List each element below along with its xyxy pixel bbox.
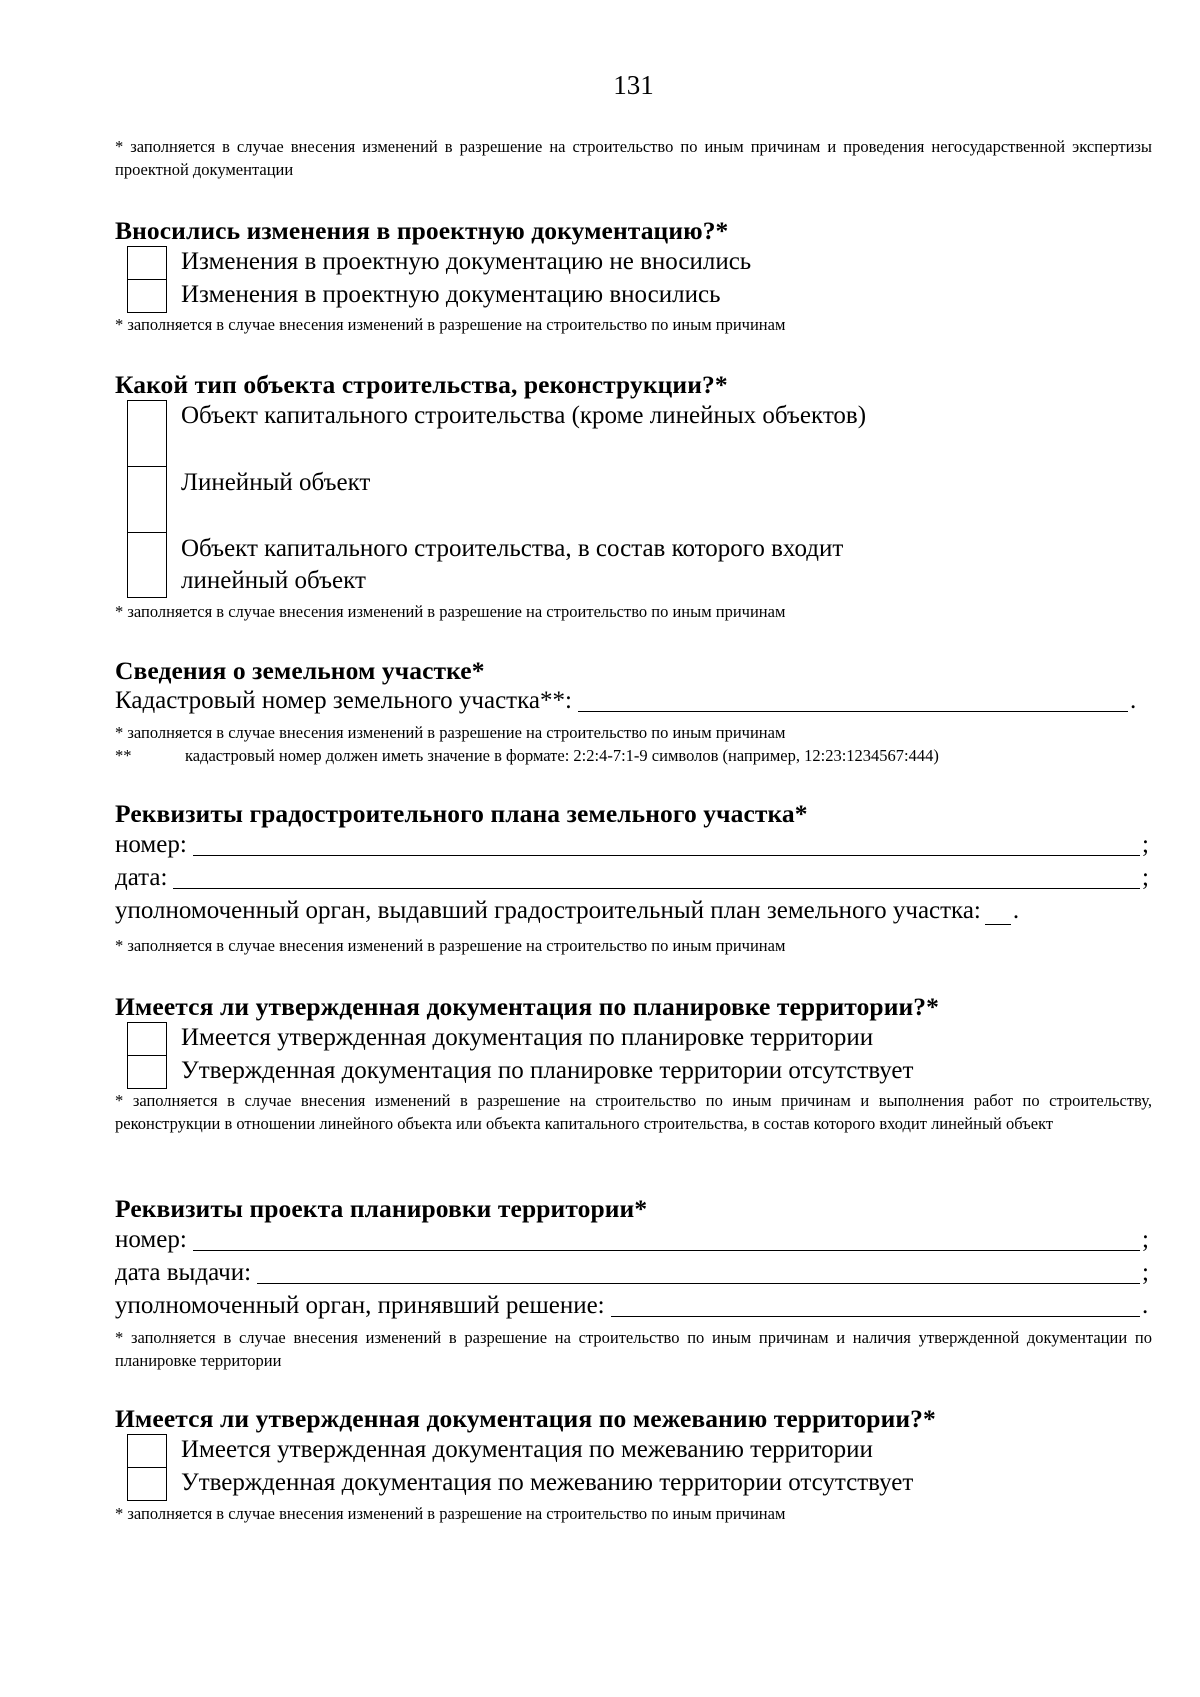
option-label-changes-not-made: Изменения в проектную документацию не вносились [181,248,752,275]
checkbox-surveying-docs-absent[interactable] [127,1467,167,1501]
planning-project-number-field[interactable] [193,1224,1140,1251]
checkbox-surveying-docs-exist[interactable] [127,1434,167,1468]
section-heading-planning-docs: Имеется ли утвержденная документация по планировке территории?* [115,992,939,1021]
option-label-planning-docs-exist: Имеется утвержденная документация по планировке территории [181,1024,874,1051]
section-heading-planning-project: Реквизиты проекта планировки территории* [115,1194,648,1223]
section-heading-design-changes: Вносились изменения в проектную документацию?* [115,216,729,245]
cadastral-format-footnote [115,744,939,767]
checkbox-changes-made[interactable] [127,279,167,313]
section-footnote: * заполняется в случае внесения изменений в разрешение на строительство по иным причинам [115,602,786,621]
field-end-mark: ; [1142,1226,1149,1253]
field-end-mark: ; [1142,864,1149,891]
section-footnote: * заполняется в случае внесения изменений в разрешение на строительство по иным причинам [115,723,786,742]
cadastral-number-row [115,682,1140,716]
field-end-mark: ; [1142,1259,1149,1286]
section-heading-land-plot: Сведения о земельном участке* [115,656,485,685]
section-footnote: * заполняется в случае внесения изменений в разрешение на строительство по иным причинам [115,315,786,334]
top-footnote: * заполняется в случае внесения изменений в разрешение на строительство по иным причинам и проведения негосударственной экспертизы проектной документации [115,137,1152,179]
section-footnote: * заполняется в случае внесения изменений в разрешение на строительство по иным причинам и наличия утвержденной документации по планировке территории [115,1328,1152,1370]
planning-project-authority-label: уполномоченный орган, принявший решение: [115,1292,605,1319]
planning-project-number-row [115,1221,1152,1255]
option-label-linear-object: Линейный объект [181,469,371,496]
field-end-mark: . [1142,1292,1149,1319]
section-heading-surveying-docs: Имеется ли утвержденная документация по межеванию территории?* [115,1404,936,1433]
section-footnote: * заполняется в случае внесения изменений в разрешение на строительство по иным причинам и выполнения работ по строительству, реконструкции в отношении линейного объекта или объекта капитального строительства, в состав которого входит линейный объект [115,1091,1152,1133]
urban-plan-date-row [115,859,1152,893]
option-label-surveying-docs-absent: Утвержденная документация по межеванию территории отсутствует [181,1469,914,1496]
option-label-capital-object: Объект капитального строительства (кроме линейных объектов) [181,402,867,429]
section-footnote: * заполняется в случае внесения изменений в разрешение на строительство по иным причинам [115,936,786,955]
field-end-mark: ; [1142,831,1149,858]
option-label-capital-with-linear-line2: линейный объект [181,567,366,594]
section-footnote: * заполняется в случае внесения изменений в разрешение на строительство по иным причинам [115,1504,786,1523]
urban-plan-number-label: номер: [115,831,187,858]
section-heading-urban-plan: Реквизиты градостроительного плана земельного участка* [115,799,808,828]
checkbox-changes-not-made[interactable] [127,246,167,280]
planning-project-number-label: номер: [115,1226,187,1253]
urban-plan-authority-label: уполномоченный орган, выдавший градостроительный план земельного участка: [115,897,981,924]
urban-plan-date-field[interactable] [173,862,1140,889]
footnote-mark: ** [115,746,132,765]
planning-project-authority-field[interactable] [611,1290,1140,1317]
urban-plan-date-label: дата: [115,864,168,891]
checkbox-planning-docs-exist[interactable] [127,1022,167,1056]
checkbox-capital-object[interactable] [127,400,167,466]
urban-plan-authority-row [115,897,1019,925]
urban-plan-number-row [115,826,1152,860]
section-heading-object-type: Какой тип объекта строительства, реконструкции?* [115,370,728,399]
field-end-mark: . [1130,687,1137,714]
field-end-mark: . [1012,897,1020,924]
planning-project-authority-row [115,1287,1152,1321]
option-label-planning-docs-absent: Утвержденная документация по планировке территории отсутствует [181,1057,914,1084]
urban-plan-number-field[interactable] [193,829,1140,856]
checkbox-linear-object[interactable] [127,466,167,532]
cadastral-number-label: Кадастровый номер земельного участка**: [115,687,572,714]
checkbox-planning-docs-absent[interactable] [127,1055,167,1089]
option-label-surveying-docs-exist: Имеется утвержденная документация по межеванию территории [181,1436,873,1463]
planning-project-date-row [115,1254,1152,1288]
planning-project-date-field[interactable] [257,1257,1140,1284]
option-label-capital-with-linear-line1: Объект капитального строительства, в состав которого входит [181,535,844,562]
planning-project-date-label: дата выдачи: [115,1259,252,1286]
footnote-text: кадастровый номер должен иметь значение в формате: 2:2:4-7:1-9 символов (например, 12:23:1234567:444) [185,746,939,765]
option-label-changes-made: Изменения в проектную документацию вносились [181,281,721,308]
page-number: 131 [613,70,654,100]
urban-plan-authority-field[interactable] [985,902,1011,925]
checkbox-capital-with-linear[interactable] [127,532,167,598]
cadastral-number-field[interactable] [578,685,1128,712]
